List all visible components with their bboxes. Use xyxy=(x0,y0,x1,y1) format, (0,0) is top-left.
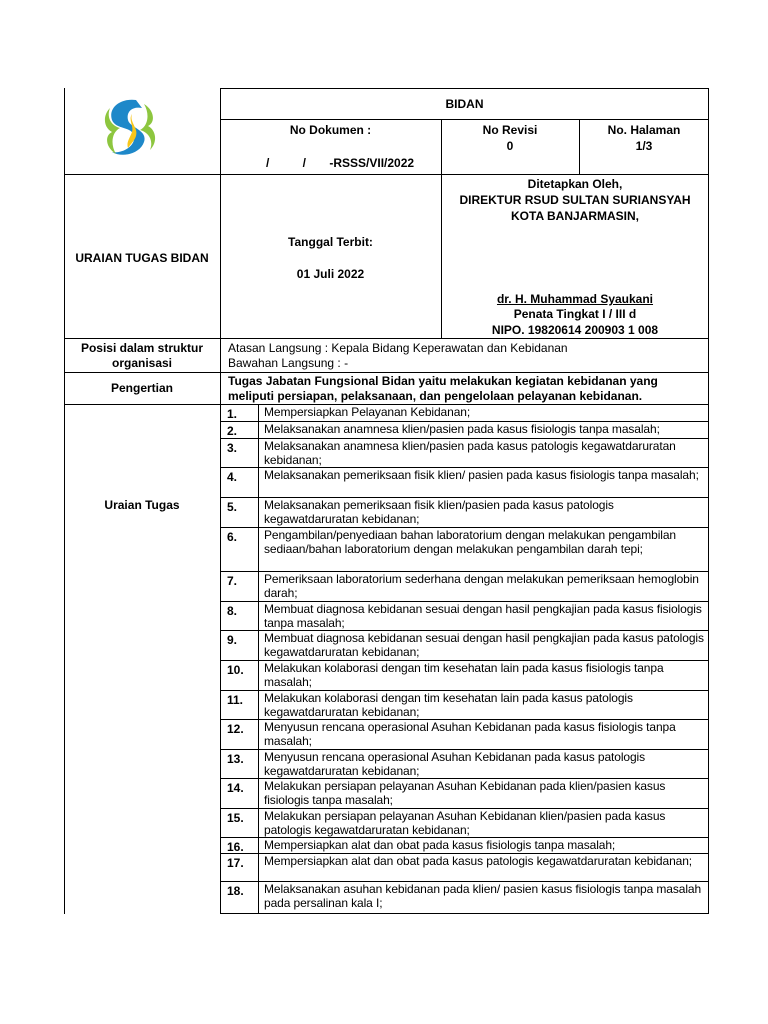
revision-label: No Revisi xyxy=(482,123,538,137)
duty-description: Melakukan kolaborasi dengan tim kesehatan lain pada kasus patologis kegawatdaruratan kebidanan; xyxy=(264,691,633,719)
doc-number-label: No Dokumen : xyxy=(289,123,372,137)
duty-number: 12. xyxy=(227,722,244,736)
hospital-logo xyxy=(98,96,162,166)
row-divider xyxy=(64,372,709,373)
duty-number: 17. xyxy=(227,856,244,870)
duty-description: Membuat diagnosa kebidanan sesuai dengan hasil pengkajian pada kasus patologis kegawatdaruratan kebidanan; xyxy=(264,631,704,659)
issued-label: Tanggal Terbit: xyxy=(288,235,373,249)
page-value: 1/3 xyxy=(635,139,653,153)
duty-description: Mempersiapkan alat dan obat pada kasus patologis kegawatdaruratan kebidanan; xyxy=(264,854,693,868)
duty-description: Mempersiapkan alat dan obat pada kasus fisiologis tanpa masalah; xyxy=(264,838,616,852)
row-divider xyxy=(220,119,709,120)
superior-text: Atasan Langsung : Kepala Bidang Keperawatan dan Kebidanan xyxy=(228,341,568,355)
row-divider xyxy=(64,174,709,175)
revision-value: 0 xyxy=(506,139,514,153)
duty-description: Melaksanakan anamnesa klien/pasien pada kasus fisiologis tanpa masalah; xyxy=(264,422,660,436)
duty-description: Mempersiapkan Pelayanan Kebidanan; xyxy=(264,405,471,419)
duty-number: 11. xyxy=(227,693,244,707)
signer-rank: Penata Tingkat I / III d xyxy=(513,307,637,321)
column-divider xyxy=(220,88,221,914)
position-label-line-2: organisasi xyxy=(111,356,173,370)
duty-number: 13. xyxy=(227,752,244,766)
duties-label: Uraian Tugas xyxy=(104,498,180,512)
definition-label: Pengertian xyxy=(110,381,173,395)
signer-name: dr. H. Muhammad Syaukani xyxy=(496,292,654,306)
definition-line-2: meliputi persiapan, pelaksanaan, dan pengelolaan pelayanan kebidanan. xyxy=(228,389,643,403)
document-title: BIDAN xyxy=(445,97,484,111)
duty-number: 16. xyxy=(227,840,244,854)
doc-number-value: / / -RSSS/VII/2022 xyxy=(266,156,415,170)
duty-number: 15. xyxy=(227,811,244,825)
duty-number: 6. xyxy=(227,530,238,544)
duty-description: Pengambilan/penyediaan bahan laboratorium dengan melakukan pengambilan sediaan/bahan laboratorium dengan melakukan pengambilan darah tepi; xyxy=(264,528,676,556)
approved-line-1: Ditetapkan Oleh, xyxy=(527,177,623,191)
approved-line-3: KOTA BANJARMASIN, xyxy=(511,209,639,223)
duty-description: Melakukan persiapan pelayanan Asuhan Kebidanan klien/pasien pada kasus patologis kegawatdaruratan kebidanan; xyxy=(264,809,666,837)
duty-description: Melakukan kolaborasi dengan tim kesehatan lain pada kasus fisiologis tanpa masalah; xyxy=(264,661,664,689)
position-label-line-1: Posisi dalam struktur xyxy=(80,341,204,355)
issued-date: 01 Juli 2022 xyxy=(296,267,365,281)
duty-number: 3. xyxy=(227,441,238,455)
duty-number: 8. xyxy=(227,604,238,618)
duty-description: Melaksanakan pemeriksaan fisik klien/pasien pada kasus patologis kegawatdaruratan kebidanan; xyxy=(264,498,614,526)
signer-nip: NIPO. 19820614 200903 1 008 xyxy=(491,323,659,337)
row-divider xyxy=(220,913,709,914)
duty-description: Menyusun rencana operasional Asuhan Kebidanan pada kasus fisiologis tanpa masalah; xyxy=(264,720,676,748)
duty-number: 4. xyxy=(227,470,238,484)
duty-number: 9. xyxy=(227,633,238,647)
section-title: URAIAN TUGAS BIDAN xyxy=(75,251,209,265)
duty-number: 7. xyxy=(227,574,238,588)
duty-description: Melaksanakan anamnesa klien/pasien pada kasus patologis kegawatdaruratan kebidanan; xyxy=(264,439,676,467)
duty-description: Melaksanakan pemeriksaan fisik klien/ pasien pada kasus fisiologis tanpa masalah; xyxy=(264,468,699,482)
duty-description: Pemeriksaan laboratorium sederhana dengan melakukan pemeriksaan hemoglobin darah; xyxy=(264,572,699,600)
duty-number: 2. xyxy=(227,424,238,438)
duty-description: Membuat diagnosa kebidanan sesuai dengan hasil pengkajian pada kasus fisiologis tanpa masalah; xyxy=(264,602,702,630)
duty-number: 10. xyxy=(227,663,244,677)
duty-number: 1. xyxy=(227,407,238,421)
duty-number: 18. xyxy=(227,884,244,898)
duty-number: 5. xyxy=(227,500,238,514)
subordinate-text: Bawahan Langsung : - xyxy=(228,356,349,370)
duty-description: Melakukan persiapan pelayanan Asuhan Kebidanan pada klien/pasien kasus fisiologis tanpa masalah; xyxy=(264,779,666,807)
definition-line-1: Tugas Jabatan Fungsional Bidan yaitu melakukan kegiatan kebidanan yang xyxy=(228,374,658,388)
approved-line-2: DIREKTUR RSUD SULTAN SURIANSYAH xyxy=(459,193,691,207)
row-divider xyxy=(64,338,709,339)
duty-description: Menyusun rencana operasional Asuhan Kebidanan pada kasus patologis kegawatdaruratan kebidanan; xyxy=(264,750,646,778)
duty-number: 14. xyxy=(227,781,244,795)
duty-description: Melaksanakan asuhan kebidanan pada klien/ pasien kasus fisiologis tanpa masalah pada persalinan kala I; xyxy=(264,882,702,910)
page-label: No. Halaman xyxy=(607,123,681,137)
table-border-top xyxy=(220,88,709,89)
